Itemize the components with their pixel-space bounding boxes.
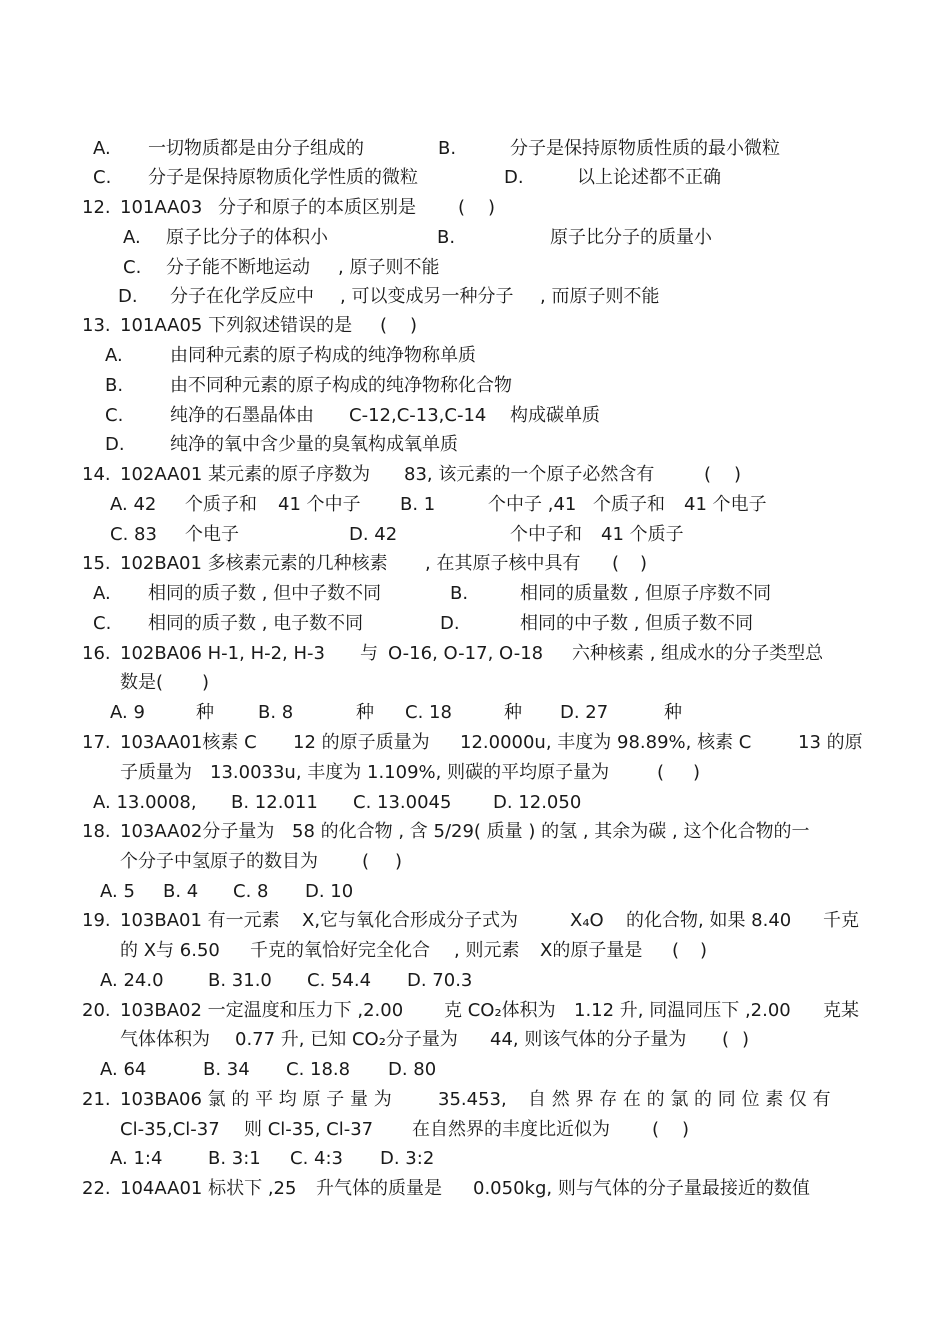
answer-paren-open: ( [722,1029,730,1050]
question-text: 1.12 升, 同温同压下 ,2.00 [574,1000,791,1021]
question-21 [0,1085,950,1115]
q21-options [0,1144,950,1174]
question-number: 17. [82,732,111,753]
question-text: 分子和原子的本质区别是 [218,197,416,218]
question-text: 在自然界的丰度比近似为 [412,1119,610,1140]
q19-options [0,966,950,996]
question-text: 58 的化合物 , 含 5/29( 质量 ) 的氢 , 其余为碳 , 这个化合物的一 [292,821,810,842]
question-number: 19. [82,910,111,931]
answer-paren-open: ( [362,851,370,872]
option-text: 41 个中子 [278,494,361,515]
question-number: 20. [82,1000,111,1021]
question-text: 101AA05 下列叙述错误的是 [120,315,353,336]
question-text: 气体体积为 [120,1029,210,1050]
question-15 [0,549,950,579]
q11-options-cd [0,163,950,193]
question-17-cont [0,758,950,788]
option-label: C. 13.0045 [353,792,452,813]
question-text: 44, 则该气体的分子量为 [490,1029,687,1050]
question-text: 六种核素 , 组成水的分子类型总 [572,643,824,664]
q14-options-cd [0,520,950,550]
option-label: D. 42 [349,524,398,545]
q13-option-a [0,341,950,371]
q20-options [0,1055,950,1085]
option-label: D. 12.050 [493,792,582,813]
option-label: A. 1:4 [110,1148,163,1169]
question-16-cont [0,668,950,698]
option-text: 以上论述都不正确 [577,167,721,188]
option-text: 41 个电子 [684,494,767,515]
q15-options-ab [0,579,950,609]
option-label: D. [105,434,125,455]
option-label: B. [437,227,456,248]
question-text: 千克的氧恰好完全化合 [250,940,430,961]
option-text: 相同的质子数 , 但中子数不同 [148,583,382,604]
option-label: D. 3:2 [380,1148,435,1169]
question-text: 13.0033u, 丰度为 1.109%, 则碳的平均原子量为 [210,762,610,783]
option-text: 个电子 [185,524,239,545]
option-label: A. 42 [110,494,157,515]
answer-paren-close: ) [395,851,403,872]
option-label: C. 8 [233,881,269,902]
question-text: 0.050kg, 则与气体的分子量最接近的数值 [473,1178,810,1199]
option-label: A. 24.0 [100,970,164,991]
option-label: B. 8 [258,702,294,723]
option-text: 一切物质都是由分子组成的 [148,138,364,159]
option-label: A. [93,138,111,159]
answer-paren-open: ( [458,197,466,218]
question-18-cont [0,847,950,877]
question-text: 103BA01 有一元素 [120,910,280,931]
option-label: B. [450,583,469,604]
question-text: 自 然 界 存 在 的 氯 的 同 位 素 仅 有 [528,1089,831,1110]
question-code: 101AA03 [120,197,203,218]
option-label: C. 18 [405,702,452,723]
question-16 [0,639,950,669]
question-text: 35.453, [438,1089,507,1110]
option-label: A. 5 [100,881,135,902]
option-text: 由不同种元素的原子构成的纯净物称化合物 [170,375,512,396]
question-text: X,它与氧化合形成分子式为 [302,910,519,931]
option-text: 分子在化学反应中 [170,286,314,307]
question-text: 103BA06 氯 的 平 均 原 子 量 为 [120,1089,392,1110]
option-label: D. 27 [560,702,609,723]
option-label: D. 70.3 [407,970,473,991]
answer-paren-close: ) [202,672,210,693]
question-text: 13 的原 [798,732,863,753]
option-label: C. 83 [110,524,157,545]
answer-paren-open: ( [612,553,620,574]
question-text: 104AA01 标状下 ,25 [120,1178,297,1199]
question-18 [0,817,950,847]
answer-paren-close: ) [742,1029,750,1050]
option-label: B. 4 [163,881,199,902]
option-text: 种 [356,702,374,723]
question-number: 16. [82,643,111,664]
option-text: 个中子 ,41 [488,494,577,515]
option-text: 种 [664,702,682,723]
q12-options-ab [0,223,950,253]
option-text: 分子能不断地运动 [166,257,310,278]
question-text: 的 X与 6.50 [120,940,220,961]
question-14 [0,460,950,490]
question-19 [0,906,950,936]
option-text: 由同种元素的原子构成的纯净物称单质 [170,345,476,366]
question-text: 的化合物, 如果 8.40 [626,910,792,931]
answer-paren-close: ) [640,553,648,574]
option-label: C. 4:3 [290,1148,343,1169]
option-text: 个中子和 [510,524,582,545]
option-label: A. [123,227,141,248]
option-text: , 可以变成另一种分子 [340,286,514,307]
answer-paren-close: ) [410,315,418,336]
answer-paren-open: ( [704,464,712,485]
option-label: D. [118,286,138,307]
question-text: 103AA01核素 C [120,732,257,753]
option-label: A. [105,345,123,366]
q17-options [0,788,950,818]
option-label: B. 3:1 [208,1148,261,1169]
option-label: C. [123,257,142,278]
option-label: D. 80 [388,1059,437,1080]
question-text: 数是( [120,672,164,693]
option-label: D. [440,613,460,634]
option-label: B. [105,375,124,396]
question-text: 103AA02分子量为 [120,821,275,842]
question-12 [0,193,950,223]
option-text: 原子比分子的质量小 [550,227,712,248]
option-label: C. [93,613,112,634]
option-text: 构成碳单质 [510,405,600,426]
q13-option-c [0,401,950,431]
q13-option-b [0,371,950,401]
option-label: B. 31.0 [208,970,272,991]
option-label: D. 10 [305,881,354,902]
question-text: 102AA01 某元素的原子序数为 [120,464,371,485]
q16-options [0,698,950,728]
question-21-cont [0,1115,950,1145]
q12-option-c [0,253,950,283]
option-label: A. 9 [110,702,145,723]
option-label: A. 13.0008, [93,792,197,813]
answer-paren-open: ( [380,315,388,336]
question-17 [0,728,950,758]
molecular-formula: X₄O [570,910,604,931]
question-number: 13. [82,315,111,336]
question-text: X的原子量是 [540,940,643,961]
q18-options [0,877,950,907]
question-number: 12. [82,197,111,218]
question-text: 102BA06 H-1, H-2, H-3 [120,643,325,664]
option-text: 个质子和 [593,494,665,515]
question-text: 与 [360,643,378,664]
option-text: 原子比分子的体积小 [166,227,328,248]
option-text: , 而原子则不能 [540,286,660,307]
option-label: B. 12.011 [231,792,318,813]
option-text: 41 个质子 [601,524,684,545]
answer-paren-open: ( [652,1119,660,1140]
option-label: C. 18.8 [286,1059,351,1080]
question-text: 则 Cl-35, Cl-37 [244,1119,374,1140]
option-label: C. [105,405,124,426]
option-text: 个质子和 [185,494,257,515]
question-text: O-16, O-17, O-18 [388,643,544,664]
q15-options-cd [0,609,950,639]
option-text: 种 [196,702,214,723]
q13-option-d [0,430,950,460]
option-text: C-12,C-13,C-14 [349,405,487,426]
question-number: 21. [82,1089,111,1110]
question-text: 升气体的质量是 [316,1178,442,1199]
question-text: 0.77 升, 已知 CO₂分子量为 [235,1029,458,1050]
question-text: 103BA02 一定温度和压力下 ,2.00 [120,1000,404,1021]
question-number: 14. [82,464,111,485]
question-20 [0,996,950,1026]
question-text: 子质量为 [120,762,192,783]
question-number: 18. [82,821,111,842]
question-text: , 在其原子核中具有 [425,553,581,574]
option-label: B. 1 [400,494,436,515]
option-label: B. [438,138,457,159]
q12-option-d [0,282,950,312]
answer-paren-open: ( [672,940,680,961]
question-text: 83, 该元素的一个原子必然含有 [404,464,655,485]
question-20-cont [0,1025,950,1055]
option-label: C. 54.4 [307,970,372,991]
option-text: 分子是保持原物质化学性质的微粒 [148,167,418,188]
answer-paren-close: ) [693,762,701,783]
answer-paren-close: ) [700,940,708,961]
option-text: 分子是保持原物质性质的最小微粒 [510,138,780,159]
q14-options-ab [0,490,950,520]
option-text: 纯净的石墨晶体由 [170,405,314,426]
option-label: C. [93,167,112,188]
question-19-cont [0,936,950,966]
question-text: 12.0000u, 丰度为 98.89%, 核素 C [460,732,752,753]
option-text: 纯净的氧中含少量的臭氧构成氧单质 [170,434,458,455]
option-label: D. [504,167,524,188]
question-text: 102BA01 多核素元素的几种核素 [120,553,388,574]
question-13 [0,311,950,341]
question-text: 个分子中氢原子的数目为 [120,851,318,872]
answer-paren-close: ) [734,464,742,485]
question-number: 15. [82,553,111,574]
option-label: A. [93,583,111,604]
option-label: A. 64 [100,1059,147,1080]
question-22 [0,1174,950,1204]
option-label: B. 34 [203,1059,250,1080]
question-number: 22. [82,1178,111,1199]
answer-paren-close: ) [682,1119,690,1140]
question-text: 千克 [823,910,859,931]
q11-options-ab [0,134,950,164]
question-text: 12 的原子质量为 [293,732,430,753]
question-text: 克某 [823,1000,859,1021]
option-text: 种 [504,702,522,723]
option-text: , 原子则不能 [338,257,440,278]
option-text: 相同的质量数 , 但原子序数不同 [520,583,772,604]
answer-paren-close: ) [488,197,496,218]
question-text: , 则元素 [454,940,520,961]
answer-paren-open: ( [657,762,665,783]
question-text: Cl-35,Cl-37 [120,1119,220,1140]
option-text: 相同的质子数 , 电子数不同 [148,613,364,634]
question-text: 克 CO₂体积为 [444,1000,556,1021]
option-text: 相同的中子数 , 但质子数不同 [520,613,754,634]
